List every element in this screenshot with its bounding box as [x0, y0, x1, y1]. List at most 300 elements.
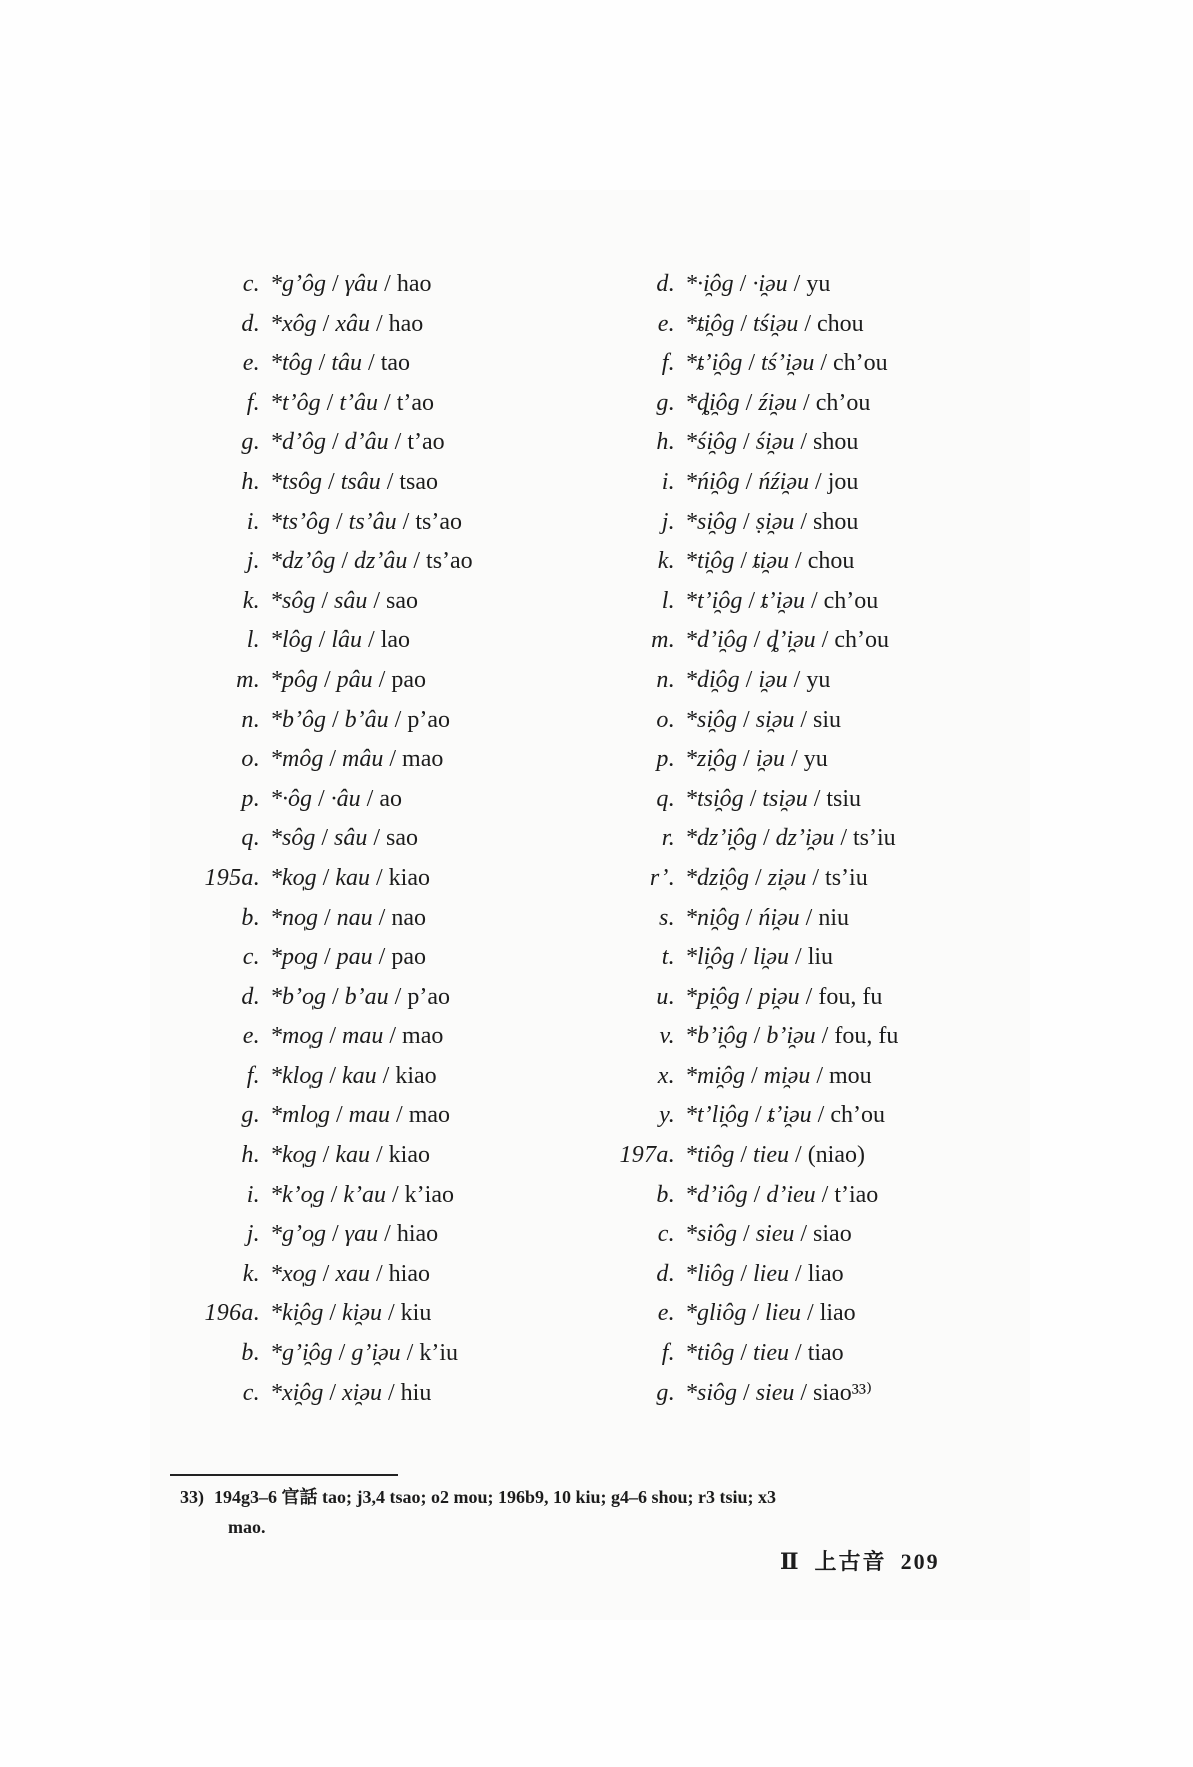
- entry-readings: [685, 740, 828, 780]
- entry-row: [170, 899, 590, 939]
- ancient-reading: tâu: [331, 350, 363, 377]
- mandarin-reading: ao: [379, 785, 402, 812]
- entry-row: [595, 582, 1015, 622]
- entry-row: [595, 819, 1015, 859]
- archaic-reading: *dz’i̯ôg: [685, 825, 757, 852]
- ancient-reading: pau: [336, 944, 373, 971]
- entry-readings: [270, 661, 426, 701]
- mandarin-reading: kiao: [388, 864, 430, 891]
- archaic-reading: *ko̩g: [270, 1142, 317, 1169]
- entry-row: [595, 899, 1015, 939]
- entry-label: f.: [246, 1062, 260, 1089]
- separator: /: [396, 1102, 403, 1129]
- mandarin-reading: k’iu: [419, 1340, 458, 1367]
- separator: /: [329, 1300, 336, 1327]
- separator: /: [740, 1260, 748, 1287]
- separator: /: [748, 350, 755, 377]
- running-title: 上古音: [814, 1549, 887, 1574]
- separator: /: [753, 1181, 761, 1208]
- entry-label: h.: [241, 468, 260, 495]
- separator: /: [326, 389, 334, 416]
- ancient-reading: xi̯əu: [342, 1379, 382, 1406]
- mandarin-reading: pao: [391, 944, 426, 971]
- separator: /: [318, 785, 325, 812]
- mandarin-reading: ts’iu: [825, 864, 868, 891]
- entry-row: [595, 938, 1015, 978]
- mandarin-reading: sao: [386, 825, 419, 852]
- ancient-reading: ȶ’i̯əu: [767, 1102, 812, 1129]
- separator: /: [793, 666, 801, 693]
- entry-label: i.: [246, 1181, 260, 1208]
- separator: /: [318, 350, 326, 377]
- entry-row: [595, 503, 1015, 543]
- archaic-reading: *liôg: [685, 1260, 735, 1287]
- entry-label: e.: [242, 350, 260, 377]
- ancient-reading: mau: [342, 1023, 384, 1050]
- ancient-reading: kau: [335, 864, 370, 891]
- separator: /: [800, 429, 808, 456]
- entry-readings: [270, 1057, 437, 1097]
- entry-readings: [685, 384, 870, 424]
- entry-readings: [685, 463, 858, 503]
- separator: /: [743, 1221, 750, 1248]
- archaic-reading: *no̩g: [270, 904, 318, 931]
- separator: /: [391, 1181, 399, 1208]
- archaic-reading: *si̯ôg: [685, 508, 738, 535]
- mandarin-reading: ch’ou: [823, 587, 879, 614]
- entry-row: [170, 1255, 590, 1295]
- ancient-reading: b’âu: [344, 706, 389, 733]
- archaic-reading: *tiôg: [685, 1340, 735, 1367]
- separator: /: [329, 1023, 337, 1050]
- mandarin-reading: ch’ou: [834, 627, 889, 654]
- archaic-reading: *klo̩g: [270, 1062, 324, 1089]
- entry-readings: [270, 740, 443, 780]
- mandarin-reading: pao: [391, 666, 426, 693]
- separator: /: [753, 627, 761, 654]
- separator: /: [322, 1260, 330, 1287]
- entry-row: [170, 1057, 590, 1097]
- separator: /: [322, 310, 330, 337]
- entry-readings: [270, 1334, 458, 1374]
- ancient-reading: ts’âu: [348, 508, 397, 535]
- entry-row: [170, 661, 590, 701]
- ancient-reading: i̯əu: [755, 746, 786, 773]
- ancient-reading: g’i̯əu: [351, 1340, 401, 1367]
- archaic-reading: *ts’ôg: [270, 508, 330, 535]
- archaic-reading: *dzi̯ôg: [685, 864, 750, 891]
- entry-readings: [685, 582, 878, 622]
- separator: /: [749, 785, 757, 812]
- ancient-reading: tieu: [753, 1142, 790, 1169]
- entry-label: g.: [241, 1102, 260, 1129]
- archaic-reading: *ńi̯ôg: [685, 468, 740, 495]
- entry-label: 197a.: [619, 1142, 675, 1169]
- separator: /: [384, 271, 391, 297]
- mandarin-reading: kiu: [400, 1300, 432, 1327]
- entry-readings: [270, 582, 418, 622]
- entry-readings: [685, 1176, 878, 1216]
- separator: /: [384, 389, 391, 416]
- separator: /: [394, 706, 402, 733]
- archaic-reading: *g’o̩g: [270, 1221, 326, 1248]
- entry-row: [595, 1334, 1015, 1374]
- archaic-reading: *siôg: [685, 1221, 738, 1248]
- page-number: 209: [900, 1549, 940, 1574]
- entry-label: u.: [656, 983, 675, 1010]
- entry-label: d.: [656, 271, 675, 297]
- ancient-reading: śi̯əu: [755, 429, 795, 456]
- entry-readings: [685, 1136, 865, 1176]
- entry-label: o.: [656, 706, 675, 733]
- entry-row: [170, 1176, 590, 1216]
- archaic-reading: *mlo̩g: [270, 1102, 330, 1129]
- entry-label: c.: [242, 944, 260, 971]
- entry-row: [595, 661, 1015, 701]
- entry-label: g.: [241, 429, 260, 456]
- separator: /: [816, 1062, 823, 1089]
- separator: /: [384, 1221, 391, 1248]
- entry-readings: [685, 661, 830, 701]
- entry-label: c.: [657, 1221, 675, 1248]
- entry-row: [170, 503, 590, 543]
- ancient-reading: t’âu: [339, 389, 379, 416]
- mandarin-reading: kiao: [395, 1062, 437, 1089]
- ancient-reading: ·âu: [330, 785, 361, 812]
- archaic-reading: *zi̯ôg: [685, 746, 738, 773]
- entry-label: e.: [657, 310, 675, 337]
- footnote: [180, 1482, 980, 1542]
- archaic-reading: *d’i̯ôg: [685, 627, 748, 654]
- archaic-reading: *sôg: [270, 825, 316, 852]
- entry-label: r’.: [649, 864, 675, 891]
- archaic-reading: *di̯ôg: [685, 666, 740, 693]
- entry-readings: [270, 1255, 430, 1295]
- entry-readings: [685, 938, 833, 978]
- archaic-reading: *ki̯ôg: [270, 1300, 324, 1327]
- entry-readings: [685, 978, 882, 1018]
- separator: /: [739, 271, 747, 297]
- mandarin-reading: mao: [408, 1102, 451, 1129]
- entry-row: [170, 1374, 590, 1414]
- separator: /: [332, 1221, 339, 1248]
- entry-row: [170, 1294, 590, 1334]
- entry-label: m.: [651, 627, 675, 654]
- archaic-reading: *śi̯ôg: [685, 429, 738, 456]
- separator: /: [375, 1142, 383, 1169]
- entry-row: [595, 1017, 1015, 1057]
- entry-readings: [270, 384, 434, 424]
- mandarin-reading: jou: [827, 468, 859, 495]
- mandarin-reading: nao: [391, 904, 426, 931]
- archaic-reading: *pi̯ôg: [685, 983, 740, 1010]
- separator: /: [821, 1023, 829, 1050]
- separator: /: [324, 944, 331, 971]
- entry-row: [170, 582, 590, 622]
- separator: /: [755, 864, 762, 891]
- entry-row: [170, 305, 590, 345]
- separator: /: [800, 508, 808, 535]
- entry-readings: [270, 1215, 438, 1255]
- entry-label: x.: [657, 1062, 675, 1089]
- entry-row: [170, 938, 590, 978]
- separator: /: [332, 271, 339, 297]
- separator: /: [378, 944, 386, 971]
- entry-readings: [685, 1374, 872, 1414]
- entry-row: [595, 344, 1015, 384]
- entry-row: [595, 859, 1015, 899]
- entry-row: [595, 1294, 1015, 1334]
- mandarin-reading: k’iao: [404, 1181, 454, 1208]
- archaic-reading: *ȡi̯ôg: [685, 389, 740, 416]
- entry-readings: [685, 1255, 844, 1295]
- entry-label: j.: [246, 1221, 260, 1248]
- entry-readings: [685, 859, 868, 899]
- separator: /: [795, 1340, 802, 1367]
- separator: /: [328, 468, 335, 495]
- separator: /: [807, 1300, 814, 1327]
- entry-row: [170, 701, 590, 741]
- mandarin-reading: hao: [388, 310, 424, 337]
- entry-readings: [685, 265, 830, 305]
- separator: /: [332, 429, 339, 456]
- separator: /: [322, 1142, 330, 1169]
- entry-label: q.: [656, 785, 675, 812]
- entry-label: e.: [242, 1023, 260, 1050]
- entry-readings: [270, 859, 430, 899]
- entry-label: 196a.: [204, 1300, 260, 1327]
- entry-readings: [270, 701, 450, 741]
- mandarin-reading: t’ao: [407, 429, 445, 456]
- ancient-reading: sieu: [755, 1221, 795, 1248]
- ancient-reading: xâu: [335, 310, 370, 337]
- separator: /: [321, 587, 329, 614]
- separator: /: [330, 1181, 338, 1208]
- ancient-reading: tsâu: [340, 468, 381, 495]
- ancient-reading: kau: [335, 1142, 370, 1169]
- ancient-reading: dz’âu: [354, 548, 408, 575]
- mandarin-reading: yu: [806, 271, 831, 297]
- section-number: Ⅱ: [780, 1549, 801, 1574]
- mandarin-reading: shou: [813, 429, 859, 456]
- mandarin-reading: chou: [807, 548, 855, 575]
- mandarin-reading: sao: [386, 587, 419, 614]
- entry-label: o.: [241, 746, 260, 773]
- archaic-reading: *dz’ôg: [270, 548, 336, 575]
- entry-readings: [270, 344, 410, 384]
- entry-label: v.: [659, 1023, 675, 1050]
- separator: /: [318, 627, 326, 654]
- ancient-reading: ṣi̯əu: [755, 508, 795, 535]
- entry-row: [595, 978, 1015, 1018]
- entry-label: c.: [242, 1379, 260, 1406]
- entry-readings: [270, 938, 426, 978]
- separator: /: [341, 548, 349, 575]
- separator: /: [804, 310, 812, 337]
- ancient-reading: ȶi̯əu: [753, 548, 790, 575]
- separator: /: [745, 389, 753, 416]
- archaic-reading: *xo̩g: [270, 1260, 317, 1287]
- archaic-reading: *si̯ôg: [685, 706, 738, 733]
- separator: /: [322, 864, 330, 891]
- entry-readings: [270, 978, 450, 1018]
- entry-readings: [685, 1215, 852, 1255]
- archaic-reading: *pôg: [270, 666, 318, 693]
- archaic-reading: *b’o̩g: [270, 983, 326, 1010]
- entry-row: [170, 780, 590, 820]
- mandarin-reading: ch’ou: [830, 1102, 885, 1129]
- archaic-reading: *mo̩g: [270, 1023, 324, 1050]
- ancient-reading: γau: [344, 1221, 379, 1248]
- entry-row: [595, 423, 1015, 463]
- entry-row: [170, 1096, 590, 1136]
- entry-row: [595, 265, 1015, 305]
- entry-readings: [270, 265, 431, 305]
- separator: /: [378, 666, 386, 693]
- ancient-reading: dz’i̯əu: [775, 825, 835, 852]
- ancient-reading: xau: [335, 1260, 370, 1287]
- archaic-reading: *ȶ’i̯ôg: [685, 350, 743, 377]
- entry-row: [595, 740, 1015, 780]
- mandarin-reading: ts’iu: [853, 825, 896, 852]
- separator: /: [751, 1062, 758, 1089]
- separator: /: [743, 1379, 750, 1406]
- separator: /: [745, 983, 753, 1010]
- separator: /: [755, 1102, 762, 1129]
- entry-row: [595, 1374, 1015, 1414]
- mandarin-reading: tsiu: [826, 785, 862, 812]
- mandarin-reading: tiao: [807, 1340, 844, 1367]
- separator: /: [389, 1023, 397, 1050]
- mandarin-reading: fou, fu: [834, 1023, 899, 1050]
- archaic-reading: *gliôg: [685, 1300, 747, 1327]
- ancient-reading: d’ieu: [766, 1181, 816, 1208]
- separator: /: [394, 983, 402, 1010]
- mandarin-reading: mou: [829, 1062, 872, 1089]
- mandarin-reading: liu: [807, 944, 834, 971]
- entry-label: s.: [659, 904, 675, 931]
- archaic-reading: *b’i̯ôg: [685, 1023, 748, 1050]
- entry-readings: [685, 1294, 856, 1334]
- mandarin-reading: hao: [396, 271, 432, 297]
- ancient-reading: tsi̯əu: [762, 785, 808, 812]
- ancient-reading: mâu: [342, 746, 384, 773]
- mandarin-reading: (niao): [807, 1142, 865, 1169]
- entry-readings: [270, 899, 426, 939]
- entry-row: [170, 1136, 590, 1176]
- separator: /: [740, 310, 748, 337]
- mandarin-reading: hiao: [388, 1260, 430, 1287]
- separator: /: [378, 904, 386, 931]
- entry-row: [170, 859, 590, 899]
- archaic-reading: *d’ôg: [270, 429, 326, 456]
- separator: /: [840, 825, 847, 852]
- entry-readings: [270, 1176, 454, 1216]
- entry-row: [170, 423, 590, 463]
- mandarin-reading: mao: [402, 1023, 444, 1050]
- archaic-reading: *·ôg: [270, 785, 312, 812]
- entry-row: [170, 542, 590, 582]
- separator: /: [406, 1340, 414, 1367]
- separator: /: [815, 468, 822, 495]
- entry-label: k.: [657, 548, 675, 575]
- separator: /: [795, 1142, 802, 1169]
- entry-readings: [270, 463, 438, 503]
- separator: /: [805, 983, 813, 1010]
- mandarin-reading: siu: [813, 706, 842, 733]
- entry-label: f.: [661, 1340, 675, 1367]
- entry-label: e.: [657, 1300, 675, 1327]
- separator: /: [763, 825, 770, 852]
- entry-row: [595, 1136, 1015, 1176]
- ancient-reading: sâu: [334, 825, 368, 852]
- archaic-reading: *b’ôg: [270, 706, 326, 733]
- mandarin-reading: lao: [380, 627, 411, 654]
- right-column: [595, 265, 1015, 1413]
- entry-readings: [685, 503, 858, 543]
- separator: /: [332, 983, 339, 1010]
- separator: /: [740, 1340, 748, 1367]
- entry-readings: [270, 542, 473, 582]
- ancient-reading: lâu: [331, 627, 363, 654]
- separator: /: [753, 1023, 761, 1050]
- entry-label: j.: [661, 508, 675, 535]
- separator: /: [373, 587, 381, 614]
- mandarin-reading: ch’ou: [815, 389, 871, 416]
- separator: /: [387, 1300, 395, 1327]
- left-column: [170, 265, 590, 1413]
- entry-row: [595, 780, 1015, 820]
- entry-label: b.: [241, 1340, 260, 1367]
- ancient-reading: nau: [336, 904, 373, 931]
- entry-label: h.: [656, 429, 675, 456]
- archaic-reading: *g’i̯ôg: [270, 1340, 333, 1367]
- ancient-reading: tieu: [753, 1340, 790, 1367]
- separator: /: [368, 350, 375, 377]
- entry-row: [595, 305, 1015, 345]
- archaic-reading: *ȶi̯ôg: [685, 310, 735, 337]
- ancient-reading: li̯əu: [753, 944, 790, 971]
- separator: /: [740, 548, 748, 575]
- entry-readings: [685, 1057, 872, 1097]
- entry-row: [170, 344, 590, 384]
- entry-label: n.: [241, 706, 260, 733]
- entry-readings: [685, 423, 858, 463]
- entry-row: [170, 819, 590, 859]
- separator: /: [375, 864, 383, 891]
- entry-readings: [270, 305, 423, 345]
- mandarin-reading: liao: [819, 1300, 856, 1327]
- separator: /: [795, 1260, 802, 1287]
- separator: /: [803, 389, 810, 416]
- mandarin-reading: shou: [813, 508, 859, 535]
- archaic-reading: *·i̯ôg: [685, 271, 734, 297]
- ancient-reading: ńi̯əu: [758, 904, 800, 931]
- mandarin-reading: hiu: [400, 1379, 432, 1406]
- entry-row: [595, 384, 1015, 424]
- archaic-reading: *sôg: [270, 587, 316, 614]
- separator: /: [812, 864, 820, 891]
- separator: /: [820, 350, 827, 377]
- entry-label: c.: [242, 271, 260, 297]
- entry-readings: [685, 1096, 885, 1136]
- mandarin-reading: ts’ao: [415, 508, 462, 535]
- archaic-reading: *ko̩g: [270, 864, 317, 891]
- ancient-reading: b’au: [344, 983, 389, 1010]
- entry-label: i.: [661, 468, 675, 495]
- separator: /: [324, 666, 331, 693]
- separator: /: [745, 468, 753, 495]
